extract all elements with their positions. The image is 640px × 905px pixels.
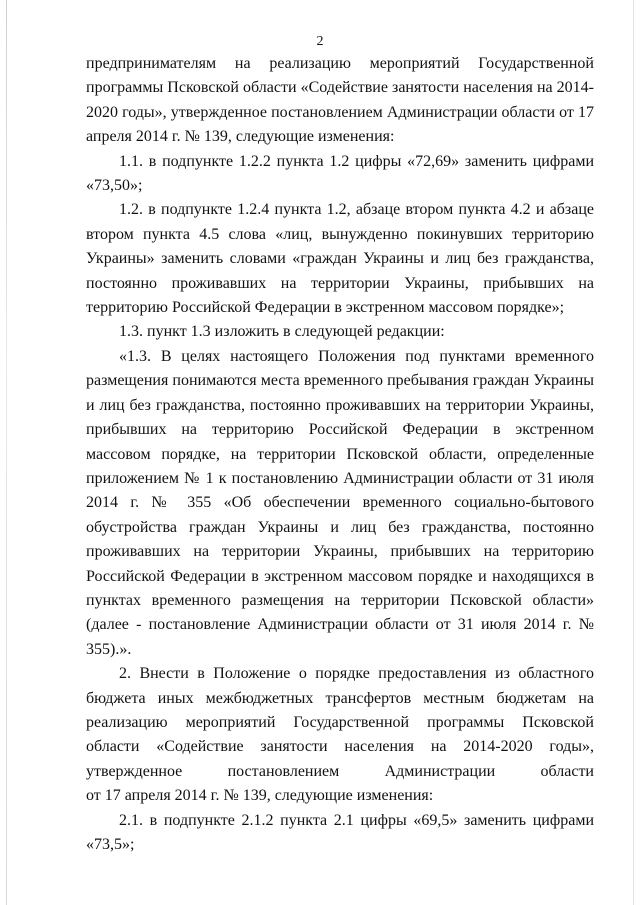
paragraph-1-3-text: «1.3. В целях настоящего Положения под пунктами временного размещения понимаются места временного пребывания граждан Украины и лиц без гражданства, постоянно проживавших на территории Украины, прибывших на территорию Российской Федерации в экстренном массовом порядке, на территории Псковской области, определенные приложением № 1 к постановлению Администрации области от 31 июля 2014 г. № 355 «Об обеспечении временного социально-бытового обустройства граждан Украины и лиц без гражданства, постоянно проживавших на территории Украины, прибывших на территорию Российской Федерации в экстренном массовом порядке и находящихся в пунктах временного размещения на территории Псковской области» (далее - постановление Администрации области от 31 июля 2014 г. № 355).». bbox=[86, 347, 594, 658]
paragraph-intro-continuation: предпринимателям на реализацию мероприятий Государственной программы Псковской области «Содействие занятости населения на 2014-2020 годы», утвержденное постановлением Администрации области от 17 апреля 2014 г. № 139, следующие изменения: bbox=[86, 55, 594, 146]
scan-left-edge bbox=[6, 0, 7, 905]
paragraph-2: 2. Внести в Положение о порядке предоставления из областного бюджета иных межбюджетных трансфертов местным бюджетам на реализацию мероприятий Государственной программы Псковской области «Содействие занятости населения на 2014-2020 годы», утвержденное постановлением Администрации области bbox=[86, 665, 594, 780]
page-number: 2 bbox=[316, 34, 324, 49]
paragraph-2-1: 2.1. в подпункте 2.1.2 пункта 2.1 цифры «69,5» заменить цифрами «73,5»; bbox=[86, 811, 594, 853]
scan-right-edge bbox=[633, 0, 634, 905]
paragraph-2-continuation: от 17 апреля 2014 г. № 139, следующие изменения: bbox=[86, 787, 434, 805]
paragraph-1-1: 1.1. в подпункте 1.2.2 пункта 1.2 цифры «72,69» заменить цифрами «73,50»; bbox=[86, 152, 594, 195]
paragraph-1-2: 1.2. в подпункте 1.2.4 пункта 1.2, абзаце втором пункта 4.2 и абзаце втором пункта 4.5 слова «лиц, вынужденно покинувших территорию Украины» заменить словами «граждан Украины и лиц без гражданства, постоянно проживавших на территории Украины, прибывших на территорию Российской Федерации в экстренном массовом порядке»; bbox=[86, 201, 594, 317]
paragraph-1-3: 1.3. пункт 1.3 изложить в следующей редакции: bbox=[119, 323, 445, 341]
document-body bbox=[86, 52, 594, 857]
